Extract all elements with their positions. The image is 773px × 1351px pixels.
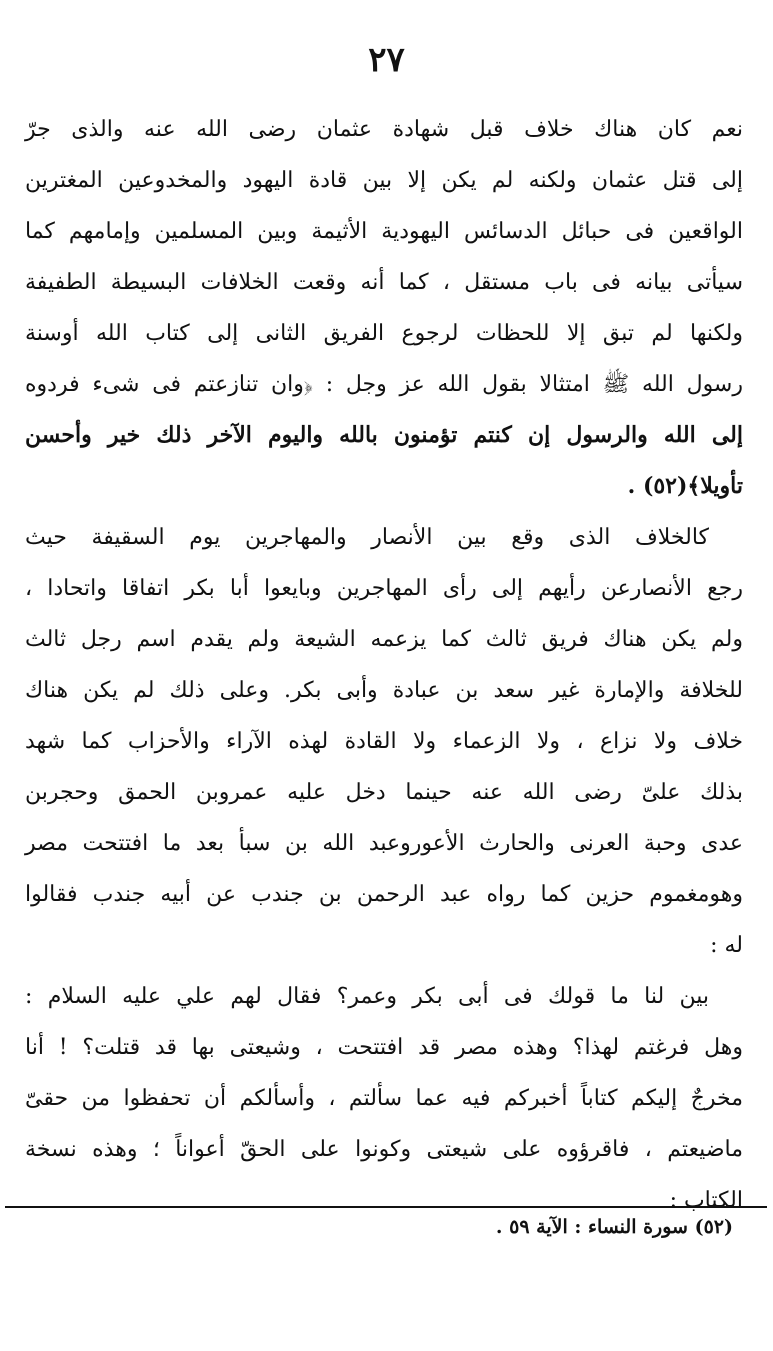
text-line: نعم كان هناك خلاف قبل شهادة عثمان رضى الله عنه والذى جرّ bbox=[25, 117, 743, 142]
text-line: رسول الله ﷺ امتثالا بقول الله عز وجل : ﴿وان تنازعتم فى شىء فردوه bbox=[25, 372, 743, 397]
text-line: إلى قتل عثمان ولكنه لم يكن إلا بين قادة اليهود والمخدوعين المغترين bbox=[25, 168, 743, 193]
text-line: مخرجٌ إليكم كتاباً أخبركم فيه عما سألتم ، وأسألكم أن تحفظوا من حقىّ bbox=[25, 1086, 743, 1111]
text-line: بين لنا ما قولك فى أبى بكر وعمر؟ فقال لهم علي عليه السلام : bbox=[25, 984, 709, 1009]
text-line: خلاف ولا نزاع ، ولا الزعماء ولا القادة لهذه الآراء والأحزاب كما شهد bbox=[25, 729, 743, 754]
text-line: وهل فرغتم لهذا؟ وهذه مصر قد افتتحت ، وشيعتى بها قد قتلت؟ ! أنا bbox=[25, 1035, 743, 1060]
text-line: ولكنها لم تبق إلا للحظات لرجوع الفريق الثانى إلى كتاب الله أوسنة bbox=[25, 321, 743, 346]
text-line: له : bbox=[710, 933, 743, 958]
text-line: وهومغموم حزين كما رواه عبد الرحمن بن جندب عن أبيه جندب فقالوا bbox=[25, 882, 743, 907]
text-line: الكتاب : bbox=[669, 1188, 743, 1213]
text-line: عدى وحبة العرنى والحارث الأعوروعبد الله بن سبأ بعد ما افتتحت مصر bbox=[25, 831, 743, 856]
text-line: سيأتى بيانه فى باب مستقل ، كما أنه وقعت الخلافات البسيطة الطفيفة bbox=[25, 270, 743, 295]
text-line: بذلك علىّ رضى الله عنه حينما دخل عليه عمروبن الحمق وحجربن bbox=[25, 780, 743, 805]
quran-verse-line: إلى الله والرسول إن كنتم تؤمنون بالله واليوم الآخر ذلك خير وأحسن bbox=[25, 422, 743, 448]
text-line: الواقعين فى حبائل الدسائس اليهودية الأثيمة وبين المسلمين وإمامهم كما bbox=[25, 219, 743, 244]
text-line: رجع الأنصارعن رأيهم إلى رأى المهاجرين وبايعوا أبا بكر اتفاقا واتحادا ، bbox=[25, 576, 743, 601]
quran-verse-line: تأويلا﴾(٥٢) . bbox=[627, 473, 743, 499]
text-line: ماضيعتم ، فاقرؤوه على شيعتى وكونوا على الحقّ أعواناً ؛ وهذه نسخة bbox=[25, 1137, 743, 1162]
text-line: كالخلاف الذى وقع بين الأنصار والمهاجرين يوم السقيفة حيث bbox=[25, 525, 709, 550]
page-number: ٢٧ bbox=[368, 40, 405, 80]
text-line: ولم يكن هناك فريق ثالث كما يزعمه الشيعة ولم يقدم اسم رجل ثالث bbox=[25, 627, 743, 652]
text-line: للخلافة والإمارة غير سعد بن عبادة وأبى بكر. وعلى ذلك لم يكن هناك bbox=[25, 678, 743, 703]
main-text bbox=[25, 104, 743, 1226]
footnote-divider bbox=[5, 1206, 767, 1208]
footnote: (٥٢) سورة النساء : الآية ٥٩ . bbox=[495, 1216, 733, 1238]
